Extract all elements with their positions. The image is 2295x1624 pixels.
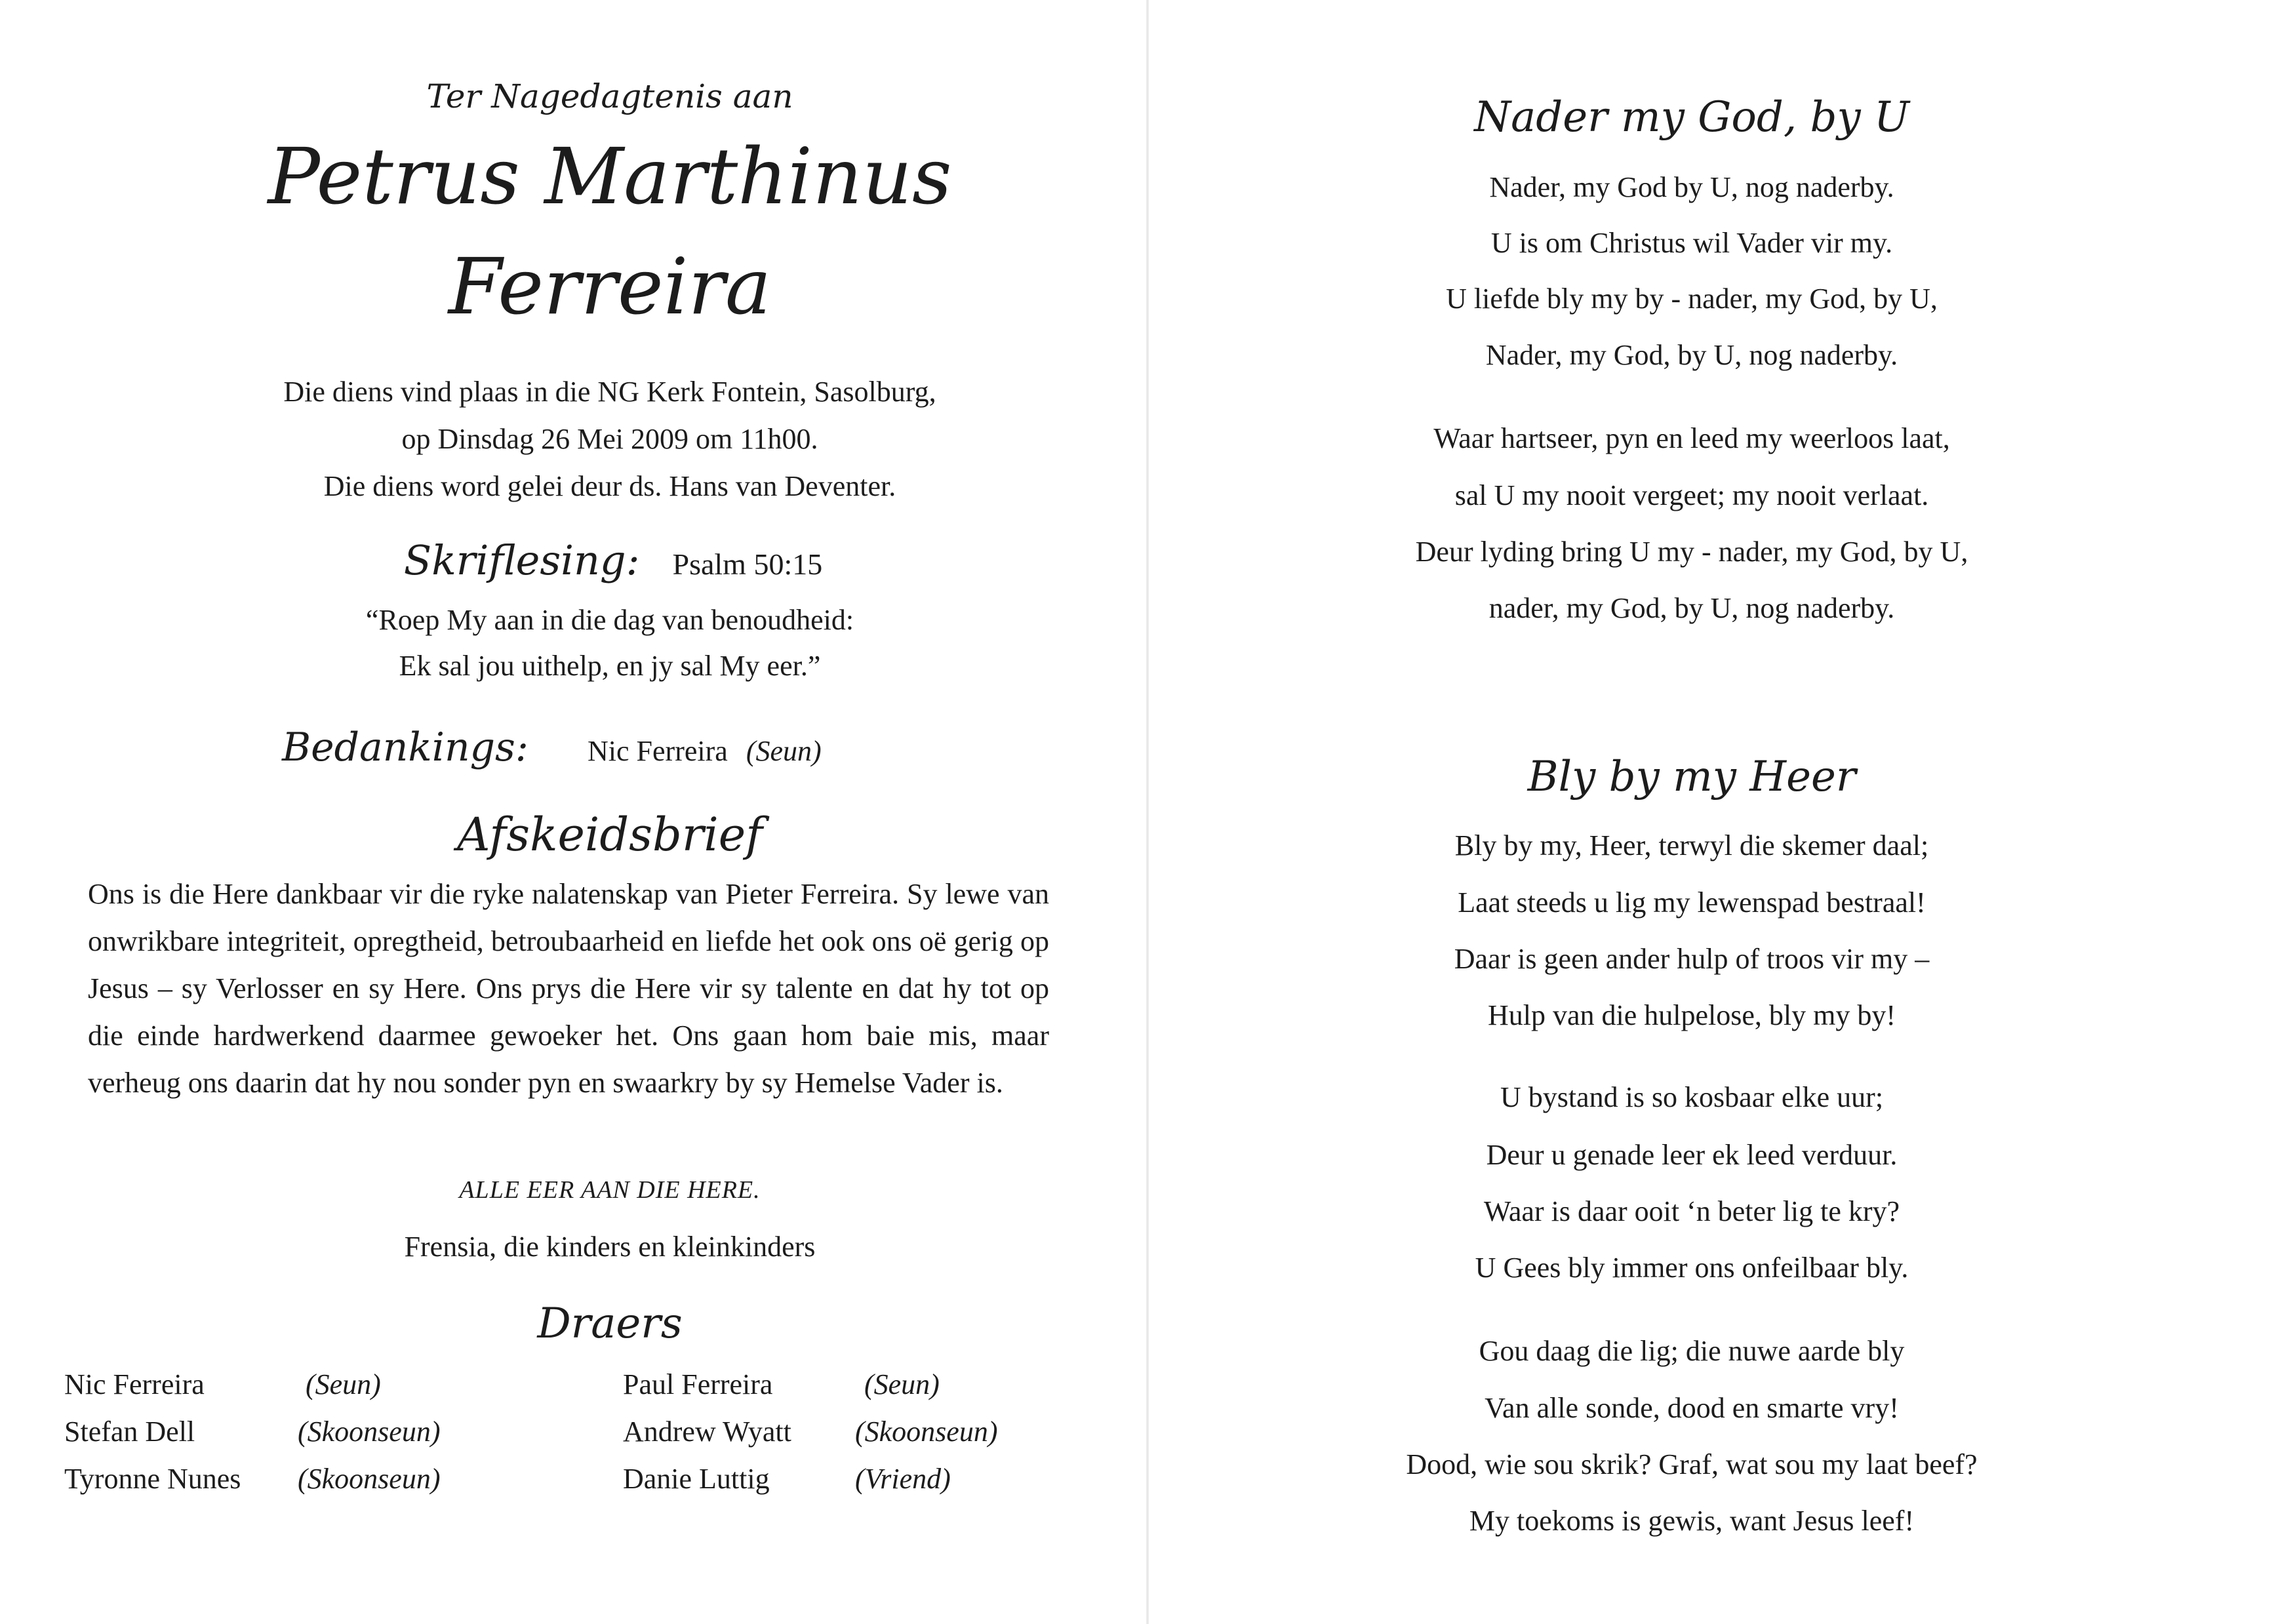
- deceased-name-surname: Ferreira: [448, 241, 772, 332]
- pallbearer-name: Andrew Wyatt: [623, 1416, 791, 1448]
- pallbearer-name: Paul Ferreira: [623, 1368, 773, 1400]
- hymn-line: Nader, my God by U, nog naderby.: [1489, 171, 1894, 203]
- hymn-line: My toekoms is gewis, want Jesus leef!: [1469, 1505, 1915, 1537]
- hymn-line: Hulp van die hulpelose, bly my by!: [1487, 999, 1896, 1031]
- hymn-line: Waar is daar ooit ‘n beter lig te kry?: [1483, 1195, 1900, 1227]
- thanks-heading: Bedankings:: [282, 724, 529, 770]
- pallbearer-name: Nic Ferreira: [64, 1368, 205, 1400]
- farewell-letter-body: Ons is die Here dankbaar vir die ryke nalatenskap van Pieter Ferreira. Sy lewe van onwrikbare integriteit, opregtheid, betroubaarheid en liefde het ook ons oë gerig op Jesus – sy Verlosser en sy Here. Ons prys die Here vir sy talente en dat hy tot op die einde hardwerkend daarmee gewoeker het. Ons gaan hom baie mis, maar verheug ons daarin dat hy nou sonder pyn en swaarkry by sy Hemelse Vader is.: [88, 878, 1049, 1099]
- service-details-line: Die diens vind plaas in die NG Kerk Fontein, Sasolburg,: [283, 376, 936, 408]
- scripture-heading: Skriflesing:: [403, 536, 640, 584]
- hymn-line: U Gees bly immer ons onfeilbaar bly.: [1475, 1252, 1909, 1284]
- hymn-line: Deur u genade leer ek leed verduur.: [1486, 1139, 1898, 1171]
- hymn-line: Daar is geen ander hulp of troos vir my –: [1454, 943, 1930, 975]
- memorial-intro: Ter Nagedagtenis aan: [426, 77, 793, 115]
- hymn-line: Van alle sonde, dood en smarte vry!: [1485, 1392, 1899, 1424]
- hymn-line: U bystand is so kosbaar elke uur;: [1500, 1081, 1884, 1113]
- scripture-row: [0, 536, 1148, 584]
- service-details-line: op Dinsdag 26 Mei 2009 om 11h00.: [401, 423, 818, 455]
- thanks-name: Nic Ferreira: [588, 735, 728, 767]
- hymn-line: Nader, my God, by U, nog naderby.: [1485, 339, 1898, 371]
- scripture-reference: Psalm 50:15: [672, 547, 823, 581]
- hymn-line: Gou daag die lig; die nuwe aarde bly: [1479, 1335, 1905, 1367]
- hymn-line: nader, my God, by U, nog naderby.: [1488, 592, 1895, 624]
- pallbearer-name: Tyronne Nunes: [64, 1463, 241, 1495]
- pallbearer-relation: (Skoonseun): [855, 1416, 998, 1448]
- hymn-title: Nader my God, by U: [1474, 93, 1909, 142]
- pallbearer-relation: (Seun): [306, 1368, 381, 1400]
- pallbearer-name: Danie Luttig: [623, 1463, 770, 1495]
- pallbearer-relation: (Seun): [864, 1368, 940, 1400]
- hymn-line: U is om Christus wil Vader vir my.: [1490, 227, 1893, 259]
- hymn-line: Deur lyding bring U my - nader, my God, by U,: [1415, 536, 1968, 568]
- hymn-line: U liefde bly my by - nader, my God, by U,: [1446, 283, 1938, 315]
- thanks-relation: (Seun): [746, 735, 822, 767]
- thanks-row: [282, 724, 822, 770]
- closing-family: Frensia, die kinders en kleinkinders: [404, 1231, 816, 1263]
- pallbearer-relation: (Skoonseun): [298, 1463, 441, 1495]
- scripture-verse-line: Ek sal jou uithelp, en jy sal My eer.”: [399, 650, 821, 682]
- farewell-letter-heading: Afskeidsbrief: [456, 808, 763, 862]
- service-details-line: Die diens word gelei deur ds. Hans van Deventer.: [323, 470, 896, 502]
- hymn-line: sal U my nooit vergeet; my nooit verlaat.: [1454, 479, 1929, 511]
- pallbearer-relation: (Skoonseun): [298, 1416, 441, 1448]
- hymn-line: Dood, wie sou skrik? Graf, wat sou my laat beef?: [1406, 1448, 1978, 1480]
- pallbearer-name: Stefan Dell: [64, 1416, 195, 1448]
- hymn-line: Waar hartseer, pyn en leed my weerloos laat,: [1433, 422, 1950, 454]
- closing-dedication: ALLE EER AAN DIE HERE.: [459, 1176, 761, 1204]
- deceased-name-first: Petrus Marthinus: [268, 131, 952, 222]
- pallbearer-relation: (Vriend): [855, 1463, 951, 1495]
- hymn-line: Bly by my, Heer, terwyl die skemer daal;: [1454, 829, 1929, 862]
- pallbearers-heading: Draers: [537, 1299, 683, 1348]
- scripture-verse-line: “Roep My aan in die dag van benoudheid:: [365, 604, 854, 636]
- hymn-title: Bly by my Heer: [1527, 753, 1856, 801]
- hymn-line: Laat steeds u lig my lewenspad bestraal!: [1458, 886, 1926, 919]
